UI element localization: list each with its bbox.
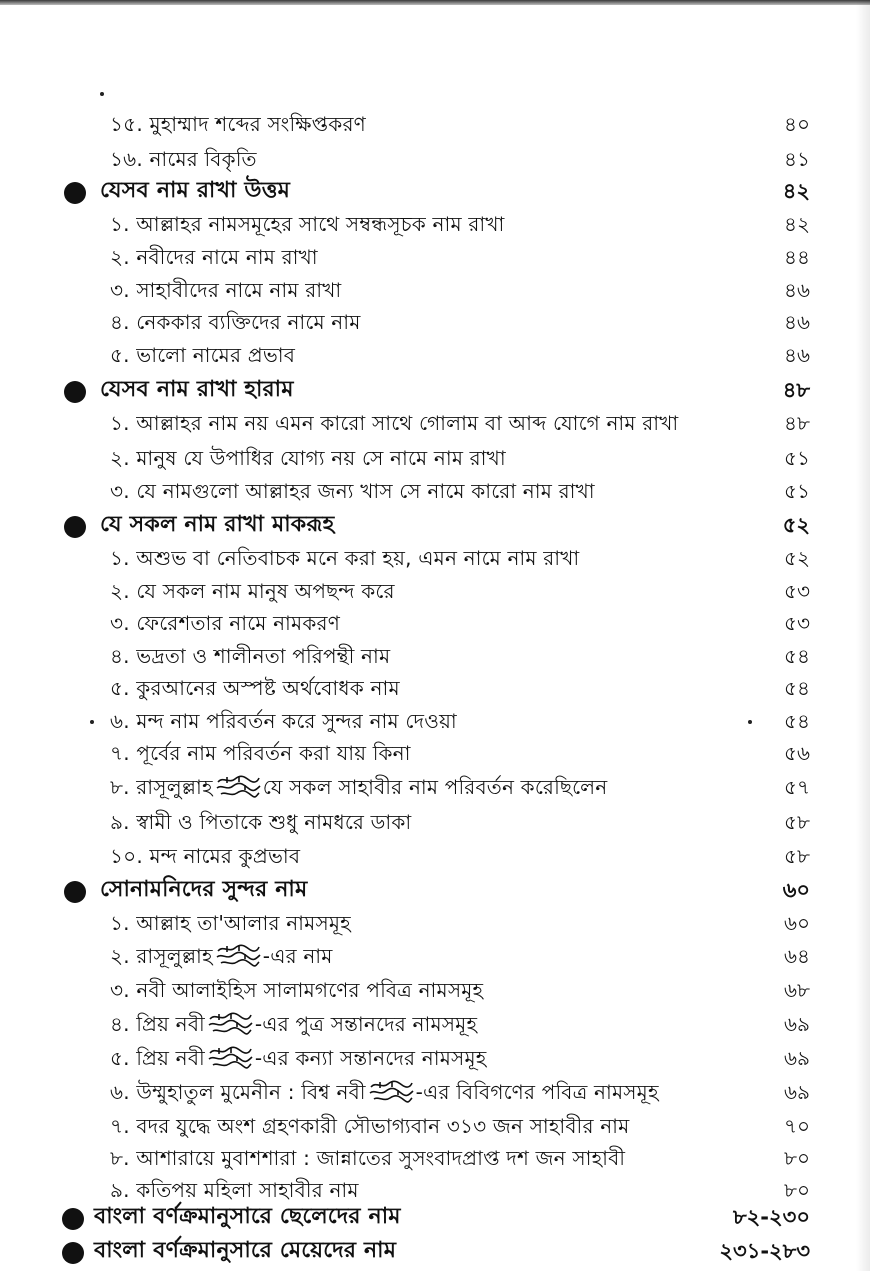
toc-page-number: ৪১ [784,147,810,171]
title-before-seal: ৮. রাসূলুল্লাহ [110,775,213,799]
toc-page-number: ৪৮ [782,378,810,402]
toc-item-row [0,574,870,608]
toc-item-row [0,338,870,372]
toc-page-number: ৬৯ [784,1046,810,1070]
toc-item-row [0,805,870,839]
toc-entry-title: বাংলা বর্ণক্রমানুসারে মেয়েদের নাম [94,1238,397,1263]
toc-item-row [0,704,870,738]
toc-page-number: ৫১ [784,479,810,503]
salutation-calligraphy-icon [215,774,261,798]
bullet-icon [62,1242,84,1264]
toc-entry-title: ১. আল্লাহ তা'আলার নামসমূহ [110,911,351,935]
title-after-seal: যে সকল সাহাবীর নাম পরিবর্তন করেছিলেন [262,775,608,799]
toc-entry-title: ১. আল্লাহর নাম নয় এমন কারো সাথে গোলাম বা আব্দ যোগে নাম রাখা [110,411,679,435]
title-after-seal: -এর পুত্র সন্তানদের নামসমূহ [254,1012,478,1036]
toc-entry-title: যেসব নাম রাখা উত্তম [100,178,291,203]
toc-page-number: ৫৪ [784,676,810,700]
toc-page-number: ৫২ [784,546,810,570]
toc-page-number: ৫৭ [784,775,810,799]
toc-entry-title: ৩. যে নামগুলো আল্লাহর জন্য খাস সে নামে কারো নাম রাখা [110,479,595,503]
toc-page-number: ৫১ [784,446,810,470]
title-after-seal: -এর বিবিগণের পবিত্র নামসমূহ [415,1080,659,1104]
toc-entry-title: ১০. মন্দ নামের কুপ্রভাব [110,844,301,868]
toc-entry-title: ২. যে সকল নাম মানুষ অপছন্দ করে [110,579,395,603]
toc-entry-title [110,772,607,802]
bullet-icon [64,516,86,538]
title-before-seal: ৫. প্রিয় নবী [110,1046,205,1070]
toc-entry-title: ৮. আশারায়ে মুবাশশারা : জান্নাতের সুসংবাদপ্রাপ্ত দশ জন সাহাবী [110,1146,626,1170]
toc-item-row [0,770,870,804]
toc-entry-title: যেসব নাম রাখা হারাম [100,377,294,402]
toc-entry-title: ৯. কতিপয় মহিলা সাহাবীর নাম [110,1178,359,1202]
toc-page-number: ৬০ [783,911,810,935]
toc-entry-title: ১৫. মুহাম্মাদ শব্দের সংক্ষিপ্তকরণ [110,112,366,136]
toc-page-number: ৪০ [784,112,810,136]
toc-entry-title: ৩. সাহাবীদের নামে নাম রাখা [110,278,342,302]
toc-entry-title: ৪. নেককার ব্যক্তিদের নামে নাম [110,310,361,334]
toc-item-row [0,606,870,640]
toc-entry-title [110,941,333,971]
scan-speck [100,92,104,96]
toc-major-row [0,1234,870,1268]
toc-entry-title: ৩. নবী আলাইহিস সালামগণের পবিত্র নামসমূহ [110,978,484,1002]
toc-item-row [0,240,870,274]
toc-page-number: ৬৪ [784,944,810,968]
toc-page-number: ৪৬ [784,310,810,334]
toc-page-number: ৫৩ [784,579,810,603]
toc-section-row [0,508,870,542]
toc-item-row [0,1109,870,1143]
toc-item-row [0,1041,870,1075]
toc-page-number: ৮০ [784,1178,810,1202]
toc-page-number: ৫২ [782,513,810,537]
toc-page-number: ৫৪ [784,644,810,668]
toc-item-row [0,839,870,873]
toc-item-row [0,671,870,705]
toc-entry-title [110,1043,486,1073]
toc-page-number: ৪৮ [784,411,810,435]
toc-page-number: ৬৮ [784,978,810,1002]
toc-entry-title: ৪. ভদ্রতা ও শালীনতা পরিপন্থী নাম [110,644,391,668]
toc-item-row [0,142,870,176]
toc-item-row [0,441,870,475]
toc-entry-title: ৫. ভালো নামের প্রভাব [110,343,296,367]
toc-entry-title: ১৬. নামের বিকৃতি [110,147,257,171]
toc-page-number: ৬০ [782,878,810,902]
bullet-icon [64,881,86,903]
salutation-calligraphy-icon [368,1079,414,1103]
toc-item-row [0,107,870,141]
toc-entry-title [110,1077,659,1107]
toc-item-row [0,406,870,440]
toc-item-row [0,207,870,241]
toc-page-number: ৫৩ [784,611,810,635]
toc-section-row [0,174,870,208]
toc-entry-title: ৯. স্বামী ও পিতাকে শুধু নামধরে ডাকা [110,810,412,834]
toc-item-row [0,1007,870,1041]
toc-page-number: ৫৮ [784,844,810,868]
toc-item-row [0,541,870,575]
toc-entry-title: যে সকল নাম রাখা মাকরূহ [100,512,335,537]
toc-entry-title: ৩. ফেরেশতার নামে নামকরণ [110,611,341,635]
bullet-icon [64,381,86,403]
toc-page-number: ৪৬ [784,343,810,367]
toc-entry-title [110,1009,477,1039]
toc-entry-title: ৭. পূর্বের নাম পরিবর্তন করা যায় কিনা [110,741,411,765]
toc-item-row [0,906,870,940]
title-after-seal: -এর কন্যা সন্তানদের নামসমূহ [254,1046,487,1070]
scan-top-edge [0,0,870,5]
toc-item-row [0,939,870,973]
toc-major-row [0,1200,870,1234]
toc-page-number: ৮২-২৩০ [733,1205,810,1229]
toc-page-number: ৮০ [784,1146,810,1170]
toc-page-number: ৬৯ [784,1080,810,1104]
title-after-seal: -এর নাম [262,944,333,968]
toc-entry-title: সোনামনিদের সুন্দর নাম [100,877,308,902]
toc-page-number: ৫৮ [784,810,810,834]
toc-item-row [0,639,870,673]
toc-entry-title: ২. মানুষ যে উপাধির যোগ্য নয় সে নামে নাম রাখা [110,446,506,470]
title-before-seal: ৬. উম্মুহাতুল মুমেনীন : বিশ্ব নবী [110,1080,366,1104]
toc-item-row [0,474,870,508]
toc-page-number: ২৩১-২৮৩ [719,1239,810,1263]
toc-entry-title: ২. নবীদের নামে নাম রাখা [110,245,318,269]
toc-page-number: ৫৬ [784,741,810,765]
toc-item-row [0,973,870,1007]
salutation-calligraphy-icon [215,943,261,967]
toc-entry-title: বাংলা বর্ণক্রমানুসারে ছেলেদের নাম [94,1204,401,1229]
toc-item-row [0,273,870,307]
salutation-calligraphy-icon [207,1011,253,1035]
toc-item-row [0,736,870,770]
bullet-icon [64,182,86,204]
bullet-icon [62,1208,84,1230]
toc-item-row [0,1141,870,1175]
toc-entry-title: ১. আল্লাহর নামসমূহের সাথে সম্বন্ধসূচক নাম রাখা [110,212,505,236]
toc-section-row [0,873,870,907]
toc-entry-title: ৭. বদর যুদ্ধে অংশ গ্রহণকারী সৌভাগ্যবান ৩১৩ জন সাহাবীর নাম [110,1114,630,1138]
toc-page-number: ৫৪ [784,709,810,733]
toc-item-row [0,1075,870,1109]
title-before-seal: ২. রাসূলুল্লাহ [110,944,213,968]
toc-item-row [0,305,870,339]
toc-page-number: ৪২ [784,212,810,236]
toc-section-row [0,373,870,407]
toc-page-number: ৪৬ [784,278,810,302]
title-before-seal: ৪. প্রিয় নবী [110,1012,205,1036]
toc-page-number: ৭০ [783,1114,810,1138]
salutation-calligraphy-icon [207,1045,253,1069]
toc-page-number: ৪৪ [784,245,810,269]
toc-page-number: ৪২ [782,179,810,203]
toc-entry-title: ৫. কুরআনের অস্পষ্ট অর্থবোধক নাম [110,676,400,700]
toc-page-number: ৬৯ [784,1012,810,1036]
toc-entry-title: ৬. মন্দ নাম পরিবর্তন করে সুন্দর নাম দেওয়া [110,709,457,733]
toc-entry-title: ১. অশুভ বা নেতিবাচক মনে করা হয়, এমন নামে নাম রাখা [110,546,580,570]
